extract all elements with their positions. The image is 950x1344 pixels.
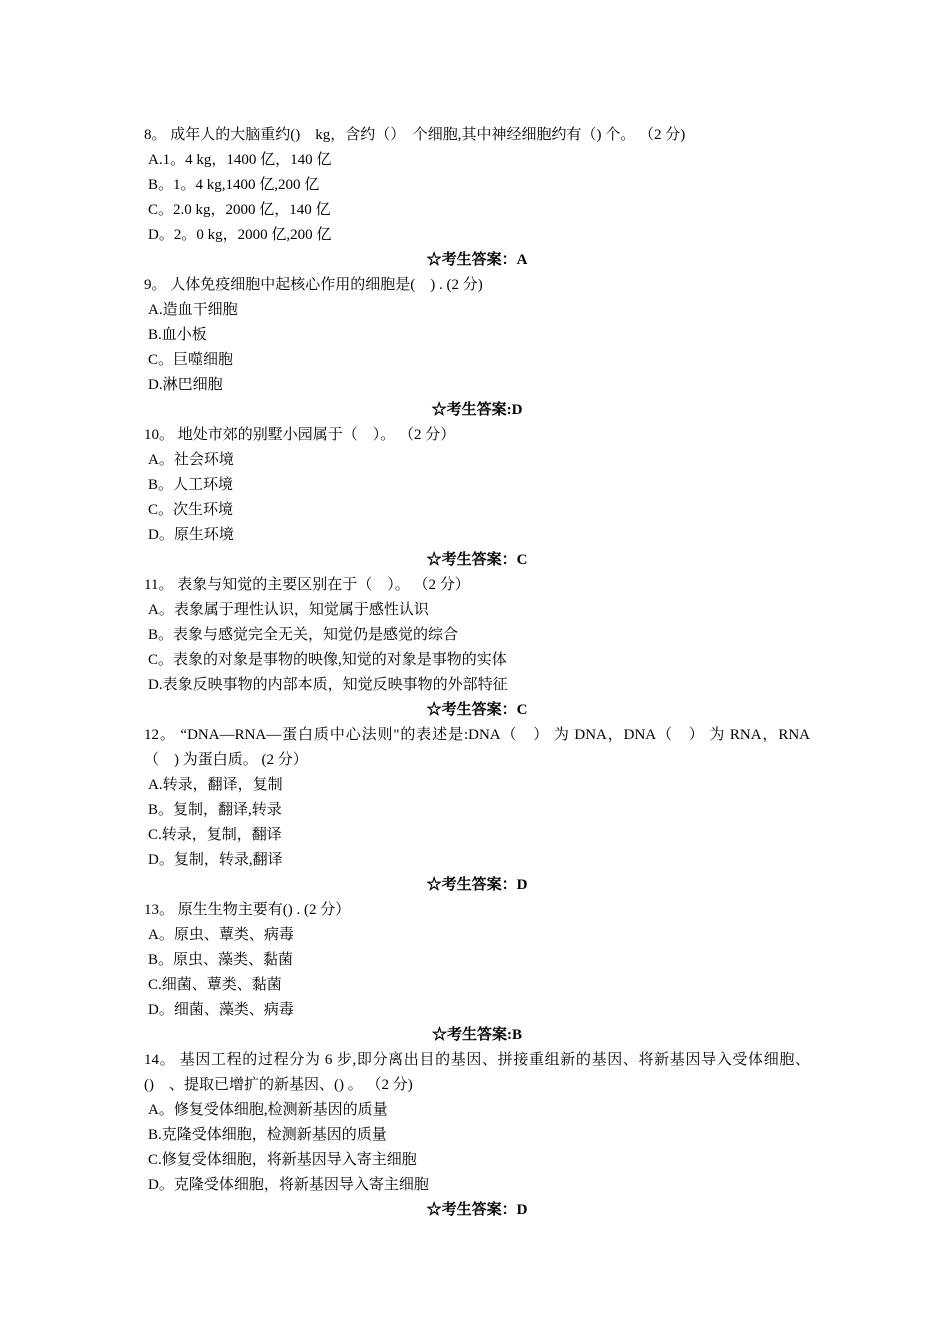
option-c: C。次生环境 (148, 502, 234, 518)
question-block (144, 898, 810, 1048)
option-d: D.表象反映事物的内部本质，知觉反映事物的外部特征 (148, 677, 508, 693)
answer-line: ☆考生答案：D (426, 877, 528, 893)
option-c: C.修复受体细胞，将新基因导入寄主细胞 (148, 1152, 417, 1168)
option-d: D。原生环境 (148, 527, 234, 543)
question-block (144, 273, 810, 423)
answer-line: ☆考生答案:D (431, 402, 523, 418)
question-text: 8。 成年人的大脑重约() kg，含约（） 个细胞,其中神经细胞约有（) 个。 （2 分) (144, 127, 686, 143)
exam-page (144, 123, 810, 1223)
option-b: B.血小板 (148, 327, 207, 343)
question-block (144, 423, 810, 573)
option-a: A。表象属于理性认识，知觉属于感性认识 (148, 602, 429, 618)
answer-line: ☆考生答案：C (426, 552, 528, 568)
option-a: A.1。4 kg，1400 亿，140 亿 (148, 152, 332, 168)
option-d: D。复制，转录,翻译 (148, 852, 283, 868)
question-block (144, 723, 810, 898)
option-d: D。克隆受体细胞，将新基因导入寄主细胞 (148, 1177, 429, 1193)
option-d: D。2。0 kg，2000 亿,200 亿 (148, 227, 332, 243)
option-a: A.转录，翻译，复制 (148, 777, 283, 793)
option-b: B。原虫、藻类、黏菌 (148, 952, 294, 968)
option-b: B.克隆受体细胞，检测新基因的质量 (148, 1127, 387, 1143)
option-b: B。人工环境 (148, 477, 234, 493)
answer-line: ☆考生答案：C (426, 702, 528, 718)
option-c: C.转录，复制，翻译 (148, 827, 282, 843)
question-block (144, 573, 810, 723)
answer-line: ☆考生答案:B (431, 1027, 522, 1043)
question-text: 13。 原生生物主要有() . (2 分） (144, 902, 351, 918)
option-a: A。社会环境 (148, 452, 234, 468)
option-d: D。细菌、藻类、病毒 (148, 1002, 294, 1018)
option-c: C。表象的对象是事物的映像,知觉的对象是事物的实体 (148, 652, 507, 668)
option-b: B。表象与感觉完全无关，知觉仍是感觉的综合 (148, 627, 459, 643)
question-text: 11。 表象与知觉的主要区别在于（ ）。 （2 分） (144, 577, 470, 593)
question-text: 12。 “DNA—RNA—蛋白质中心法则"的表述是:DNA（ ） 为 DNA，DNA（ ） 为 RNA，RNA（ ) 为蛋白质。 (2 分） (144, 727, 810, 768)
question-text: 9。 人体免疫细胞中起核心作用的细胞是( ) . (2 分) (144, 277, 483, 293)
option-c: C。2.0 kg，2000 亿，140 亿 (148, 202, 331, 218)
question-block (144, 1048, 810, 1223)
option-d: D.淋巴细胞 (148, 377, 223, 393)
option-b: B。1。4 kg,1400 亿,200 亿 (148, 177, 320, 193)
option-a: A。原虫、蕈类、病毒 (148, 927, 294, 943)
question-text: 14。 基因工程的过程分为 6 步,即分离出目的基因、拼接重组新的基因、将新基因导入受体细胞、() 、提取已增扩的新基因、() 。 （2 分) (144, 1052, 810, 1093)
question-text: 10。 地处市郊的别墅小园属于（ ）。 （2 分） (144, 427, 456, 443)
answer-line: ☆考生答案：A (426, 252, 528, 268)
option-b: B。复制，翻译,转录 (148, 802, 282, 818)
option-c: C。巨噬细胞 (148, 352, 234, 368)
question-block (144, 123, 810, 273)
answer-line: ☆考生答案：D (426, 1202, 528, 1218)
option-a: A.造血干细胞 (148, 302, 238, 318)
option-c: C.细菌、蕈类、黏菌 (148, 977, 282, 993)
option-a: A。修复受体细胞,检测新基因的质量 (148, 1102, 388, 1118)
